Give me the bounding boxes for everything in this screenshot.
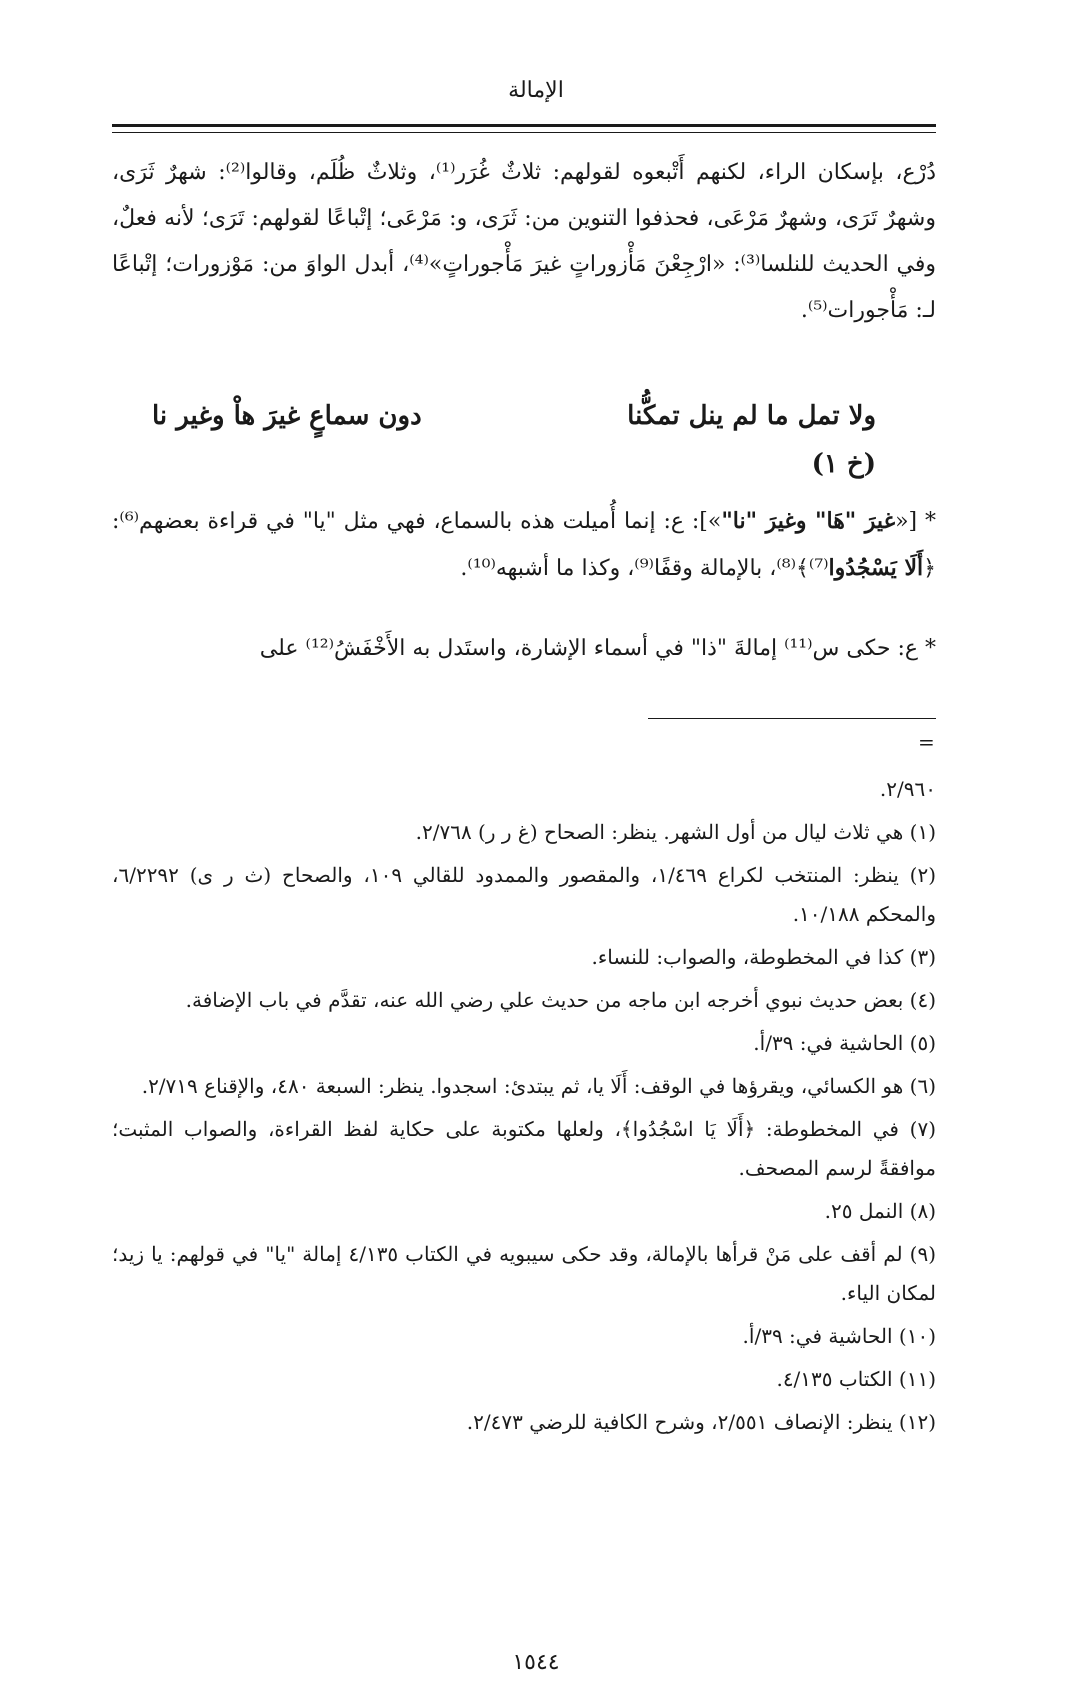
- paragraph-1: دُرْع، بإسكان الراء، لكنهم أَتْبعوه لقولهم: ثلاثٌ غُرَر⁽¹⁾، وثلاثٌ ظُلَم، وقالوا⁽²⁾: شهرٌ ثَرَى، وشهرٌ تَرَى، وشهرٌ مَرْعَى، فحذفوا التنوين من: ثَرَى، و: مَرْعَى؛ إتْباعًا لقولهم: تَرَى؛ لأنه فعلٌ، وفي الحديث للنلسا⁽³⁾: «ارْجِعْنَ مَأْزوراتٍ غيرَ مَأْجوراتٍ»⁽⁴⁾، أبدل الواوَ من: مَوْزورات؛ إتْباعًا لـ: مَأْجورات⁽⁵⁾.: [112, 160, 937, 323]
- verse-line: [112, 392, 936, 488]
- verse-hemistich-1: ولا تمل ما لم ينل تمكُّنا: [627, 401, 876, 431]
- footnote: (٤) بعض حديث نبوي أخرجه ابن ماجه من حديث علي رضي الله عنه، تقدَّم في باب الإضافة.: [185, 988, 936, 1012]
- footnote: (١٢) ينظر: الإنصاف ٢/٥٥١، وشرح الكافية للرضي ٢/٤٧٣.: [466, 1410, 936, 1434]
- header-rule-thin: [112, 132, 936, 133]
- footnote: (١٠) الحاشية في: ٣٩/أ.: [742, 1324, 936, 1348]
- commentary-paragraph-2: * ع: حكى س⁽¹¹⁾ إمالةَ "ذا" في أسماء الإشارة، واستَدل به الأَخْفَشُ⁽¹²⁾ على: [259, 636, 936, 661]
- footnote: ٢/٩٦٠.: [879, 777, 936, 801]
- footnote: (١) هي ثلاث ليال من أول الشهر. ينظر: الصحاح (غ ر ر) ٢/٧٦٨.: [415, 820, 936, 844]
- para2-bold-phrase: غيرَ "هَا" وغيرَ "نا": [721, 508, 896, 534]
- footnotes: [112, 770, 936, 1442]
- para2-rest-2: ⁽⁷⁾﴾⁽⁸⁾، بالإمالة وقفًا⁽⁹⁾، وكذا ما أشبهه⁽¹⁰⁾.: [460, 556, 829, 581]
- footnote: (٣) كذا في المخطوطة، والصواب: للنساء.: [591, 945, 936, 969]
- main-paragraph: [112, 150, 936, 334]
- para2-lead: * [«: [895, 509, 936, 534]
- footnote: (٦) هو الكسائي، ويقرؤها في الوقف: أَلَا يا، ثم يبتدئ: اسجدوا. ينظر: السبعة ٤٨٠، والإقناع ٢/٧١٩.: [141, 1074, 936, 1098]
- footnote: (٢) ينظر: المنتخب لكراع ١/٤٦٩، والمقصور والممدود للقالي ١٠٩، والصحاح (ث ر ى) ٦/٢٢٩٢، والمحكم ١٠/١٨٨.: [112, 863, 936, 926]
- quran-quote: أَلَا يَسْجُدُوا: [828, 555, 924, 581]
- footnote: (١١) الكتاب ٤/١٣٥.: [776, 1367, 936, 1391]
- page-number: ١٥٤٤: [512, 1650, 560, 1675]
- footnote-continuation-marker: =: [918, 730, 935, 754]
- footnote: (٥) الحاشية في: ٣٩/أ.: [753, 1031, 936, 1055]
- footnote: (٧) في المخطوطة: ﴿أَلَا يَا اسْجُدُوا﴾، ولعلها مكتوبة على حكاية لفظ القراءة، والصواب المثبت؛ موافقةً لرسم المصحف.: [112, 1117, 936, 1180]
- verse-tag: (خ ١): [811, 449, 876, 479]
- para2-rest-1: »]: ع: إنما أُميلت هذه بالسماع، فهي مثل "يا" في قراءة بعضهم⁽⁶⁾: ﴿: [112, 509, 936, 581]
- footnote-separator: [648, 718, 936, 719]
- running-header: الإمالة: [508, 78, 564, 103]
- footnote: (٩) لم أقف على مَنْ قرأها بالإمالة، وقد حكى سيبويه في الكتاب ٤/١٣٥ إمالة "يا" في قولهم: يا زيد؛ لمكان الياء.: [112, 1242, 937, 1305]
- commentary-paragraph: [112, 498, 936, 592]
- verse-hemistich-2: دون سماعٍ غيرَ هاْ وغير نا: [152, 401, 422, 431]
- header-rule-thick: [112, 124, 936, 127]
- footnote: (٨) النمل ٢٥.: [824, 1199, 936, 1223]
